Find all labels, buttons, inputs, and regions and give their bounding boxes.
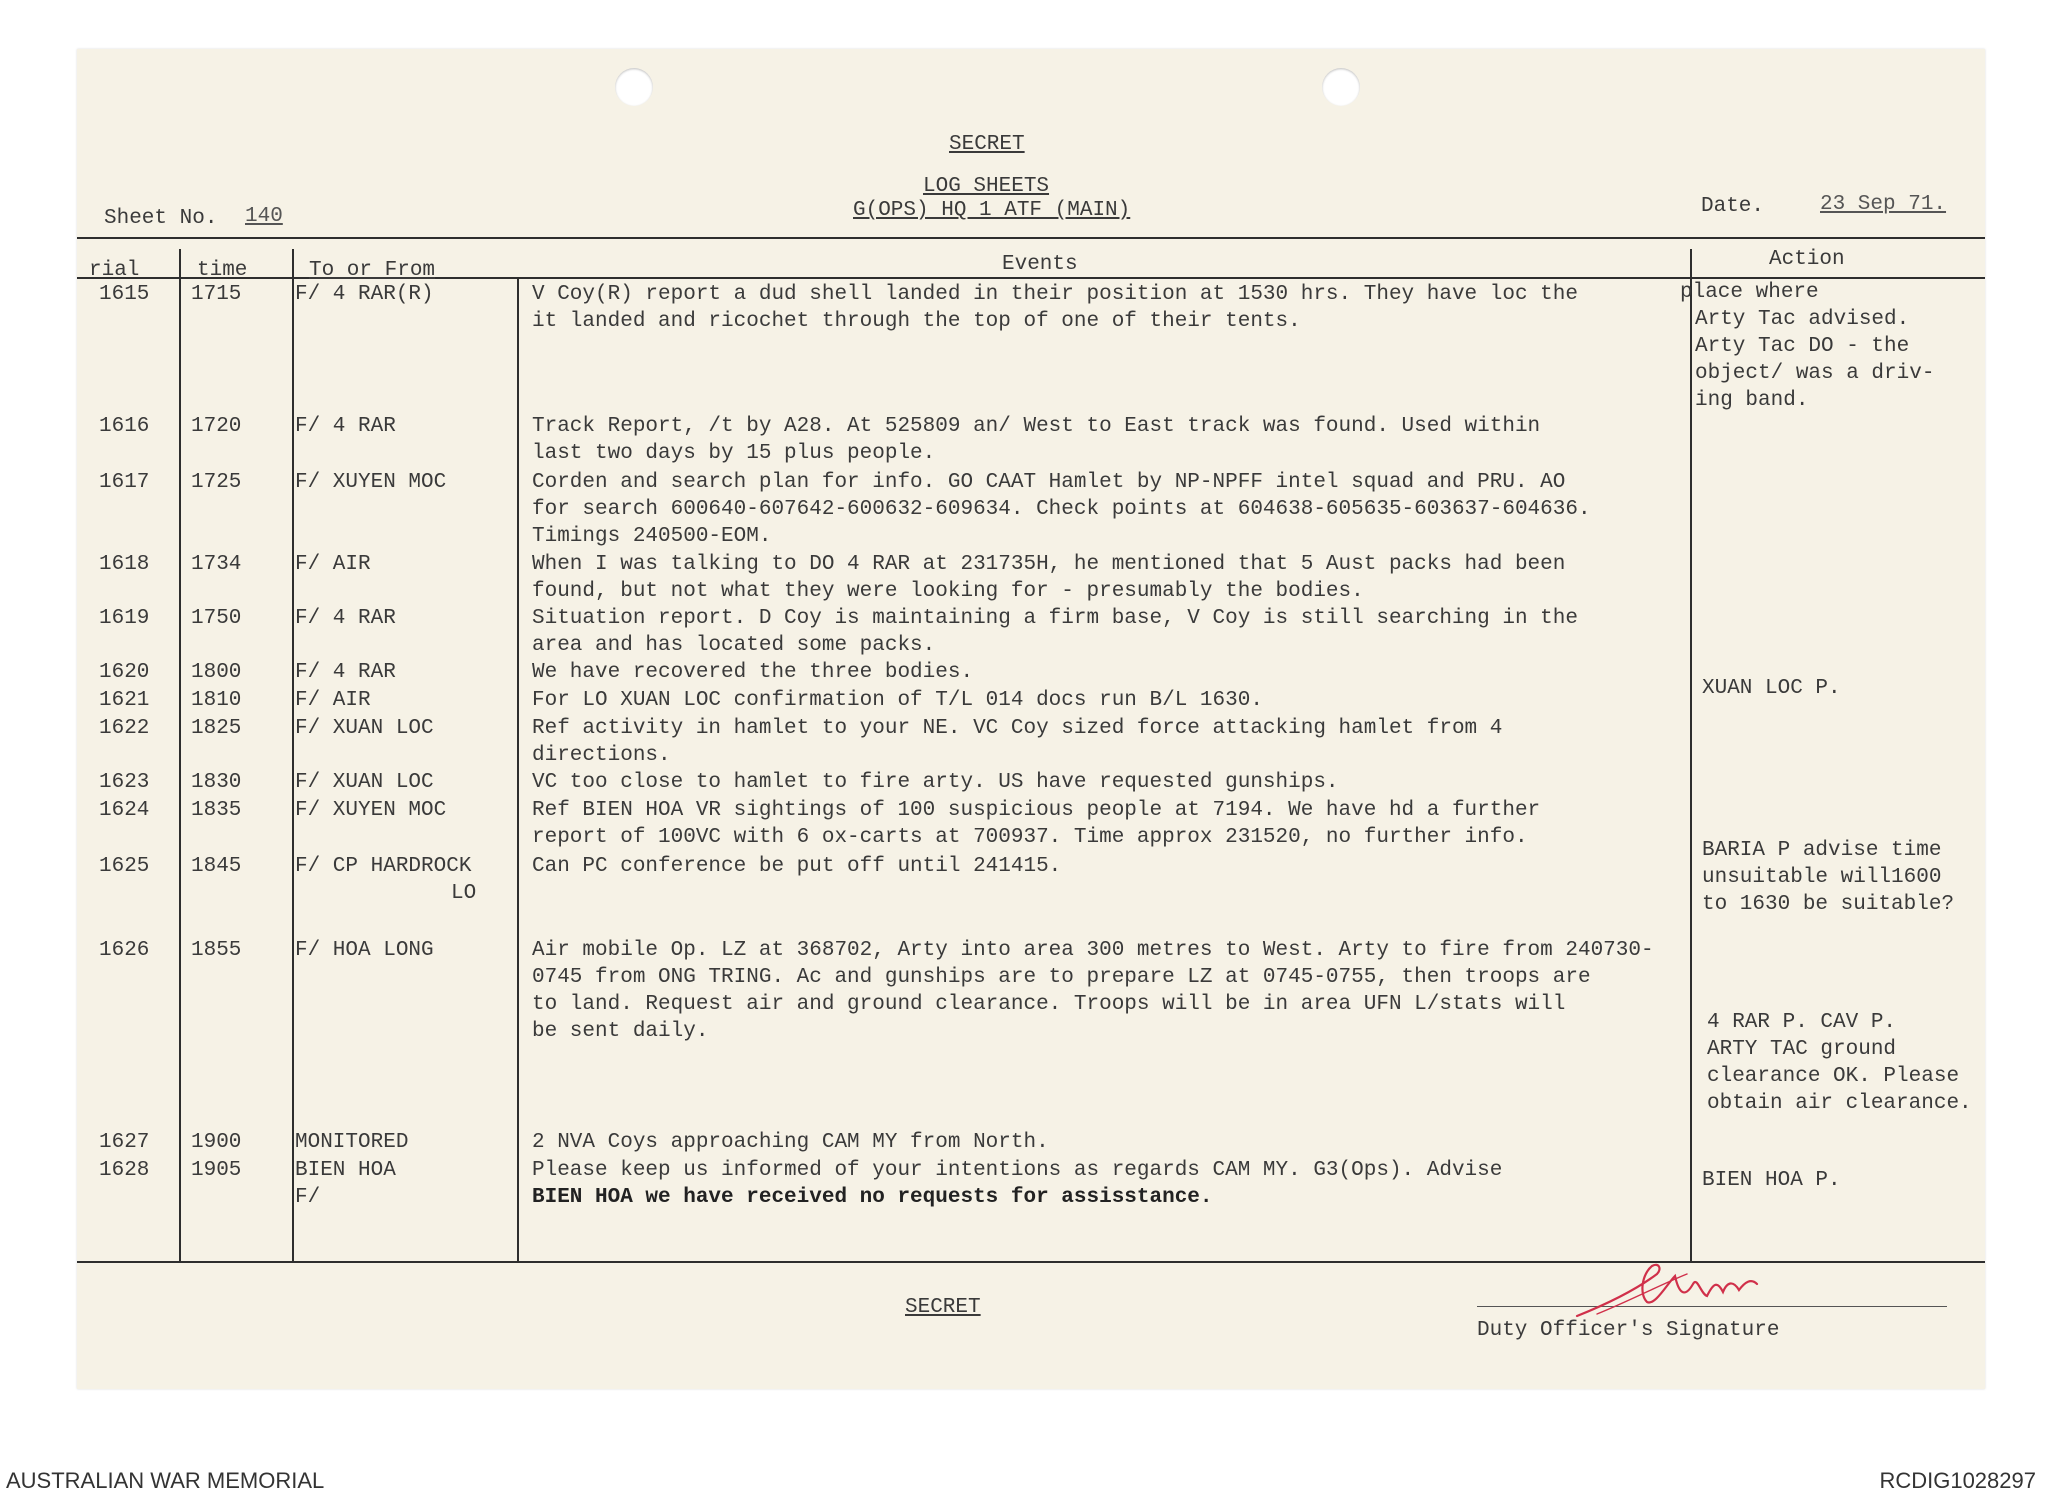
duty-officer-signature bbox=[1567, 1254, 1787, 1324]
entry-serial: 1628 bbox=[99, 1159, 150, 1182]
entry-event-line: Track Report, /t by A28. At 525809 an/ West to East track was found. Used within bbox=[532, 415, 1541, 438]
date-label: Date. bbox=[1701, 195, 1765, 218]
entry-serial: 1626 bbox=[99, 939, 150, 962]
column-header-action: Action bbox=[1769, 248, 1845, 271]
entry-action-line: ing band. bbox=[1695, 389, 1809, 412]
entry-event-line: Ref activity in hamlet to your NE. VC Coy sized force attacking hamlet from 4 bbox=[532, 717, 1503, 740]
entry-to-from: F/ 4 RAR bbox=[295, 415, 396, 438]
column-divider-from bbox=[517, 277, 519, 1261]
entry-event-line: Please keep us informed of your intentions as regards CAM MY. G3(Ops). Advise bbox=[532, 1159, 1503, 1182]
entry-serial: 1616 bbox=[99, 415, 150, 438]
signature-label: Duty Officer's Signature bbox=[1477, 1319, 1780, 1342]
entry-to-from: BIEN HOA bbox=[295, 1159, 396, 1182]
entry-event-line: Air mobile Op. LZ at 368702, Arty into area 300 metres to West. Arty to fire from 240730- bbox=[532, 939, 1654, 962]
classification-bottom: SECRET bbox=[905, 1296, 981, 1319]
entry-event-line: When I was talking to DO 4 RAR at 231735H, he mentioned that 5 Aust packs had been bbox=[532, 553, 1566, 576]
entry-action-line: Arty Tac DO - the bbox=[1695, 335, 1910, 358]
entry-serial: 1618 bbox=[99, 553, 150, 576]
column-header-to-from: To or From bbox=[309, 259, 436, 282]
entry-event-line: Ref BIEN HOA VR sightings of 100 suspicious people at 7194. We have hd a further bbox=[532, 799, 1541, 822]
entry-time: 1845 bbox=[191, 855, 242, 878]
entry-to-from: F/ 4 RAR bbox=[295, 661, 396, 684]
archive-id-right: RCDIG1028297 bbox=[1879, 1468, 2036, 1493]
column-divider-serial bbox=[179, 249, 181, 1261]
entry-event-line: for search 600640-607642-600632-609634. Check points at 604638-605635-603637-604636. bbox=[532, 498, 1591, 521]
entry-to-from: LO bbox=[451, 882, 477, 905]
punch-hole-left bbox=[615, 68, 653, 106]
document-title: LOG SHEETS bbox=[923, 175, 1050, 198]
entry-event-line: it landed and ricochet through the top of one of their tents. bbox=[532, 310, 1301, 333]
date-value: 23 Sep 71. bbox=[1820, 193, 1947, 216]
entry-to-from: F/ XUAN LOC bbox=[295, 717, 434, 740]
entry-action-line: Arty Tac advised. bbox=[1695, 308, 1910, 331]
entry-event-line: VC too close to hamlet to fire arty. US have requested gunships. bbox=[532, 771, 1339, 794]
entry-event-line: 2 NVA Coys approaching CAM MY from North. bbox=[532, 1131, 1049, 1154]
entry-time: 1750 bbox=[191, 607, 242, 630]
entry-event-line: found, but not what they were looking for - presumably the bodies. bbox=[532, 580, 1364, 603]
column-divider-action bbox=[1690, 249, 1692, 1261]
unit-heading: G(OPS) HQ 1 ATF (MAIN) bbox=[853, 199, 1131, 222]
entry-time: 1830 bbox=[191, 771, 242, 794]
entry-serial: 1624 bbox=[99, 799, 150, 822]
entry-to-from: F/ bbox=[295, 1186, 321, 1209]
entry-action-line: unsuitable will1600 bbox=[1702, 866, 1942, 889]
punch-hole-right bbox=[1322, 68, 1360, 106]
entry-action-line: place where bbox=[1680, 281, 1819, 304]
entry-event-line: report of 100VC with 6 ox-carts at 700937. Time approx 231520, no further info. bbox=[532, 826, 1528, 849]
sheet-number-label: Sheet No. bbox=[104, 207, 218, 230]
entry-action-line: BARIA P advise time bbox=[1702, 839, 1942, 862]
entry-serial: 1619 bbox=[99, 607, 150, 630]
classification-top: SECRET bbox=[949, 133, 1025, 156]
column-header-events: Events bbox=[1002, 253, 1078, 276]
entry-to-from: F/ 4 RAR(R) bbox=[295, 283, 434, 306]
entry-event-line: For LO XUAN LOC confirmation of T/L 014 docs run B/L 1630. bbox=[532, 689, 1263, 712]
entry-to-from: F/ AIR bbox=[295, 689, 371, 712]
entry-serial: 1627 bbox=[99, 1131, 150, 1154]
entry-to-from: F/ HOA LONG bbox=[295, 939, 434, 962]
entry-serial: 1622 bbox=[99, 717, 150, 740]
entry-to-from: F/ XUYEN MOC bbox=[295, 471, 447, 494]
entry-action-line: to 1630 be suitable? bbox=[1702, 893, 1955, 916]
entry-time: 1905 bbox=[191, 1159, 242, 1182]
log-sheet-paper bbox=[77, 49, 1985, 1389]
entry-event-line: Timings 240500-EOM. bbox=[532, 525, 772, 548]
entry-time: 1825 bbox=[191, 717, 242, 740]
entry-to-from: F/ AIR bbox=[295, 553, 371, 576]
entry-time: 1800 bbox=[191, 661, 242, 684]
entry-serial: 1621 bbox=[99, 689, 150, 712]
column-divider-time bbox=[292, 249, 294, 1261]
entry-event-line: to land. Request air and ground clearance. Troops will be in area UFN L/stats will bbox=[532, 993, 1566, 1016]
entry-event-line: Corden and search plan for info. GO CAAT Hamlet by NP-NPFF intel squad and PRU. AO bbox=[532, 471, 1566, 494]
sheet-number-value: 140 bbox=[245, 205, 283, 228]
entry-time: 1720 bbox=[191, 415, 242, 438]
entry-time: 1810 bbox=[191, 689, 242, 712]
entry-serial: 1615 bbox=[99, 283, 150, 306]
entry-to-from: MONITORED bbox=[295, 1131, 409, 1154]
entry-action-line: 4 RAR P. CAV P. bbox=[1707, 1011, 1897, 1034]
header-rule-top bbox=[77, 237, 1985, 239]
entry-event-line: area and has located some packs. bbox=[532, 634, 936, 657]
entry-time: 1835 bbox=[191, 799, 242, 822]
entry-to-from: F/ CP HARDROCK bbox=[295, 855, 472, 878]
entry-to-from: F/ 4 RAR bbox=[295, 607, 396, 630]
entry-to-from: F/ XUYEN MOC bbox=[295, 799, 447, 822]
entry-action-line: XUAN LOC P. bbox=[1702, 677, 1841, 700]
entry-event-line: be sent daily. bbox=[532, 1020, 709, 1043]
entry-time: 1725 bbox=[191, 471, 242, 494]
entry-action-line: object/ was a driv- bbox=[1695, 362, 1935, 385]
entry-action-line: ARTY TAC ground bbox=[1707, 1038, 1897, 1061]
archive-label-left: AUSTRALIAN WAR MEMORIAL bbox=[6, 1468, 325, 1493]
entry-event-line: last two days by 15 plus people. bbox=[532, 442, 936, 465]
entry-event-line: Can PC conference be put off until 241415. bbox=[532, 855, 1062, 878]
entry-event-line: Situation report. D Coy is maintaining a firm base, V Coy is still searching in the bbox=[532, 607, 1578, 630]
entry-serial: 1625 bbox=[99, 855, 150, 878]
entry-serial: 1617 bbox=[99, 471, 150, 494]
entry-time: 1855 bbox=[191, 939, 242, 962]
entry-action-line: obtain air clearance. bbox=[1707, 1092, 1972, 1115]
column-header-serial: rial bbox=[89, 259, 140, 282]
entry-to-from: F/ XUAN LOC bbox=[295, 771, 434, 794]
column-header-time: time bbox=[197, 259, 248, 282]
entry-serial: 1623 bbox=[99, 771, 150, 794]
entry-action-line: clearance OK. Please bbox=[1707, 1065, 1960, 1088]
entry-time: 1900 bbox=[191, 1131, 242, 1154]
entry-event-line: We have recovered the three bodies. bbox=[532, 661, 974, 684]
entry-event-line: directions. bbox=[532, 744, 671, 767]
entry-event-line: V Coy(R) report a dud shell landed in their position at 1530 hrs. They have loc the bbox=[532, 283, 1578, 306]
entry-serial: 1620 bbox=[99, 661, 150, 684]
entry-time: 1734 bbox=[191, 553, 242, 576]
entry-event-line: BIEN HOA we have received no requests for assisstance. bbox=[532, 1186, 1213, 1209]
entry-action-line: BIEN HOA P. bbox=[1702, 1169, 1841, 1192]
entry-event-line: 0745 from ONG TRING. Ac and gunships are to prepare LZ at 0745-0755, then troops are bbox=[532, 966, 1591, 989]
entry-time: 1715 bbox=[191, 283, 242, 306]
